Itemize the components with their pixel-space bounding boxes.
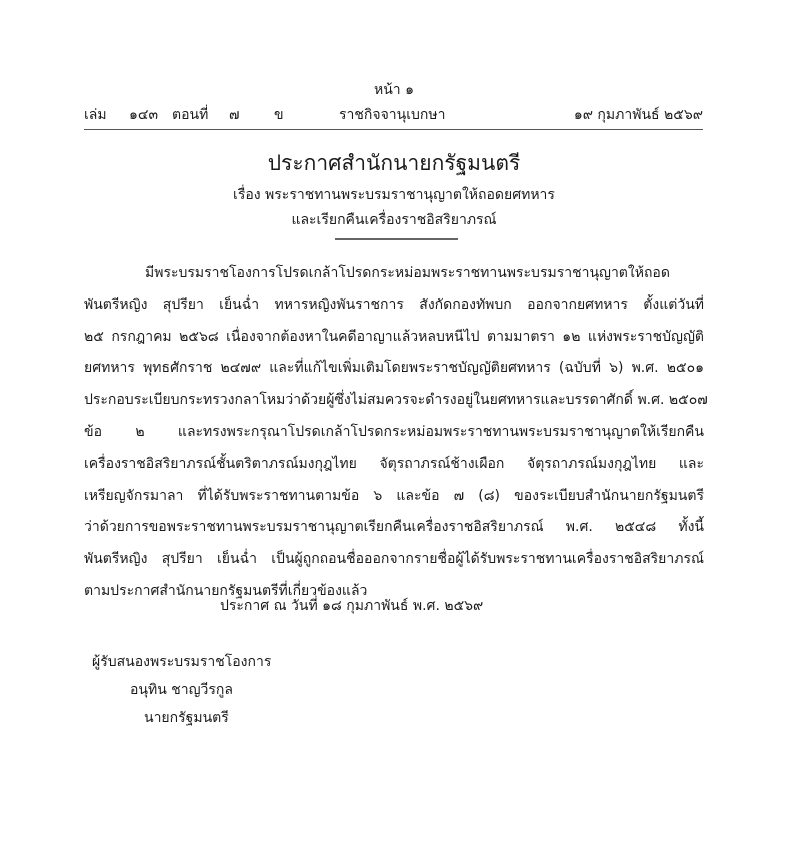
body-line: พันตรีหญิง สุปรียา เย็นฉ่ำ เป็นผู้ถูกถอนชื่อออกจากรายชื่อผู้ได้รับพระราชทานเครื่องราชอิสริยาภรณ์ xyxy=(84,551,704,568)
volume-number: ๑๔๓ xyxy=(129,107,159,123)
gazette-header xyxy=(84,104,703,126)
proclamation-date: ประกาศ ณ วันที่ ๑๘ กุมภาพันธ์ พ.ศ. ๒๕๖๙ xyxy=(220,598,484,614)
publication-name: ราชกิจจานุเบกษา xyxy=(339,107,446,123)
signatory-position: นายกรัฐมนตรี xyxy=(144,710,229,726)
title-divider xyxy=(335,238,458,240)
countersign-label: ผู้รับสนองพระบรมราชโองการ xyxy=(92,654,272,670)
subject-line-1: เรื่อง พระราชทานพระบรมราชานุญาตให้ถอดยศทหาร xyxy=(233,187,555,203)
section-label: ตอนที่ xyxy=(172,107,209,123)
document-title: ประกาศสำนักนายกรัฐมนตรี xyxy=(267,151,521,175)
body-line: ตามประกาศสำนักนายกรัฐมนตรีที่เกี่ยวข้องแล้ว xyxy=(84,582,368,599)
body-line: ยศทหาร พุทธศักราช ๒๔๗๙ และที่แก้ไขเพิ่มเติมโดยพระราชบัญญัติยศทหาร (ฉบับที่ ๖) พ.ศ. ๒๕๐๑ xyxy=(84,360,704,377)
body-line: เครื่องราชอิสริยาภรณ์ชั้นตริตาภรณ์มงกุฎไทย จัตุรถาภรณ์ช้างเผือก จัตุรถาภรณ์มงกุฎไทย และ xyxy=(84,455,704,472)
volume-label: เล่ม xyxy=(84,107,107,123)
document-subject xyxy=(0,183,788,233)
body-line: พันตรีหญิง สุปรียา เย็นฉ่ำ ทหารหญิงพันราชการ สังกัดกองทัพบก ออกจากยศทหาร ตั้งแต่วันที่ xyxy=(84,296,704,313)
signature-block xyxy=(92,648,271,732)
body-line: ๒๕ กรกฎาคม ๒๕๖๘ เนื่องจากต้องหาในคดีอาญาแล้วหลบหนีไป ตามมาตรา ๑๒ แห่งพระราชบัญญัติ xyxy=(84,328,704,345)
body-line: มีพระบรมราชโองการโปรดเกล้าโปรดกระหม่อมพระราชทานพระบรมราชานุญาตให้ถอด xyxy=(145,265,670,281)
section-number: ๗ xyxy=(229,107,240,123)
signatory-name: อนุทิน ชาญวีรกูล xyxy=(130,682,233,698)
body-line: เหรียญจักรมาลา ที่ได้รับพระราชทานตามข้อ ๖ และข้อ ๗ (๘) ของระเบียบสำนักนายกรัฐมนตรี xyxy=(84,487,704,504)
body-line: ประกอบระเบียบกระทรวงกลาโหมว่าด้วยผู้ซึ่งไม่สมควรจะดำรงอยู่ในยศทหารและบรรดาศักดิ์ พ.ศ. ๒๕๐๗ xyxy=(84,392,708,409)
body-line: ข้อ ๒ และทรงพระกรุณาโปรดเกล้าโปรดกระหม่อมพระราชทานพระบรมราชานุญาตให้เรียกคืน xyxy=(84,423,704,440)
publication-date: ๑๙ กุมภาพันธ์ ๒๕๖๙ xyxy=(573,107,703,123)
body-line: ว่าด้วยการขอพระราชทานพระบรมราชานุญาตเรียกคืนเครื่องราชอิสริยาภรณ์ พ.ศ. ๒๕๔๘ ทั้งนี้ xyxy=(84,519,704,536)
section-suffix: ข xyxy=(274,107,284,123)
page-number: หน้า ๑ xyxy=(374,82,414,98)
subject-line-2: และเรียกคืนเครื่องราชอิสริยาภรณ์ xyxy=(291,212,497,228)
header-divider xyxy=(84,129,703,130)
document-body xyxy=(84,258,708,608)
